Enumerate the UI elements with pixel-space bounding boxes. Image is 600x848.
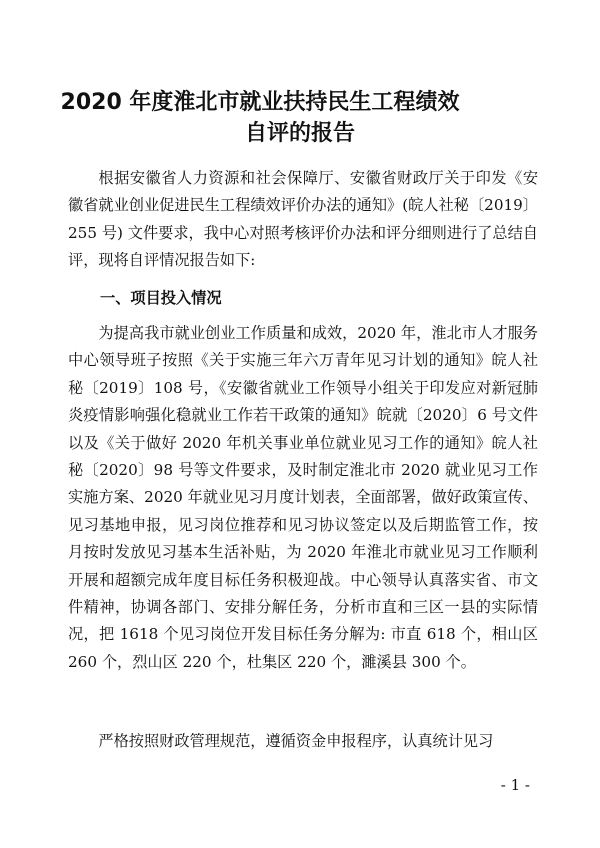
document-title-line-2: 自评的报告	[244, 121, 355, 146]
page-number: - 1 -	[500, 776, 530, 794]
section-heading-project-input: 一、项目投入情况	[100, 289, 222, 307]
finance-paragraph-start: 严格按照财政管理规范，遵循资金申报程序，认真统计见习	[98, 732, 494, 750]
project-input-paragraph: 为提高我市就业创业工作质量和成效，2020 年，淮北市人才服务中心领导班子按照《关于实施三年六万青年见习计划的通知》皖人社秘〔2019〕108 号，《安徽省就业工作领导小组关于印发应对新冠肺炎疫情影响强化稳就业工作若干政策的通知》皖就〔2020〕6 号文件以及《关于做好 2020 年机关事业单位就业见习工作的通知》皖人社秘〔2020〕98 号等文件要求，及时制定淮北市 2020 就业见习工作实施方案、2020 年就业见习月度计划表，全面部署，做好政策宣传、见习基地申报，见习岗位推荐和见习协议签定以及后期监管工作，按月按时发放见习基本生活补贴，为 2020 年淮北市就业见习工作顺利开展和超额完成年度目标任务积极迎战。中心领导认真落实省、市文件精神，协调各部门、安排分解任务，分析市直和三区一县的实际情况，把 1618 个见习岗位开发目标任务分解为: 市直 618 个，相山区 260 个，烈山区 220 个，杜集区 220 个，濉溪县 300 个。	[68, 324, 538, 671]
intro-paragraph: 根据安徽省人力资源和社会保障厅、安徽省财政厅关于印发《安徽省就业创业促进民生工程绩效评价办法的通知》(皖人社秘〔2019〕255 号) 文件要求，我中心对照考核评价办法和评分细则进行了总结自评，现将自评情况报告如下:	[68, 169, 538, 270]
document-title-line-1: 2020 年度淮北市就业扶持民生工程绩效	[60, 90, 460, 115]
